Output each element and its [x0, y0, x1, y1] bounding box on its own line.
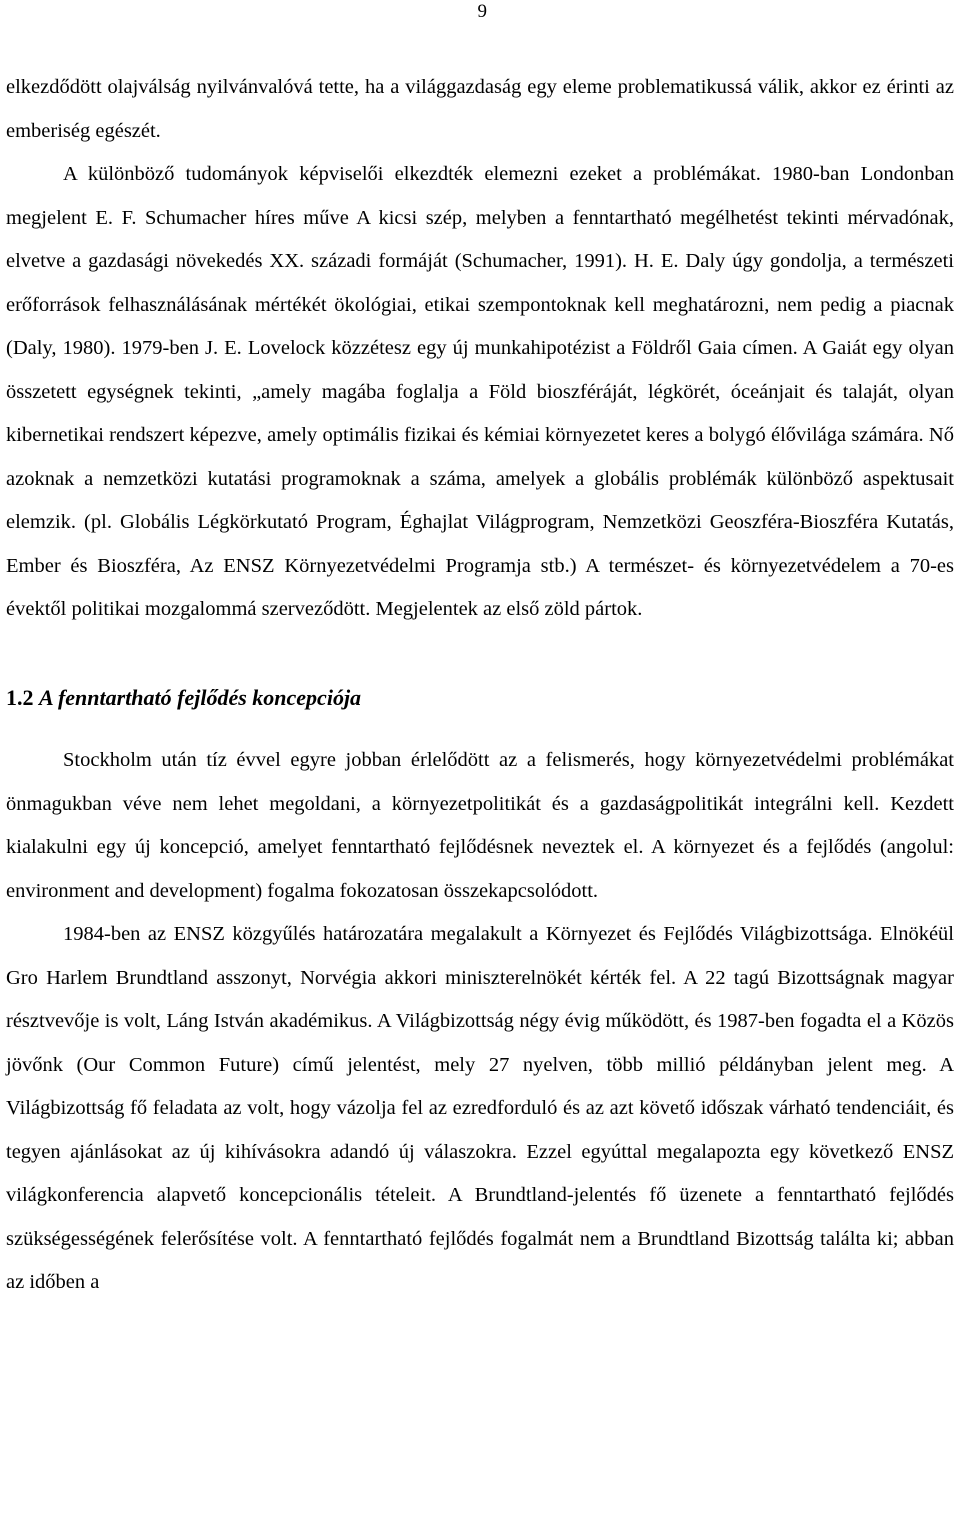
document-body: [6, 66, 954, 1305]
section-title: A fenntartható fejlődés koncepciója: [39, 684, 362, 710]
paragraph: 1984-ben az ENSZ közgyűlés határozatára megalakult a Környezet és Fejlődés Világbizottsága. Elnökéül Gro Harlem Brundtland asszonyt, Norvégia akkori miniszterelnökét kérték fel. A 22 tagú Bizottságnak magyar résztvevője is volt, Láng István akadémikus. A Világbizottság négy évig működött, és 1987-ben fogadta el a Közös jövőnk (Our Common Future) című jelentést, mely 27 nyelven, több millió példányban jelent meg. A Világbizottság fő feladata az volt, hogy vázolja fel az ezredforduló és az azt követő időszak várható tendenciáit, és tegyen ajánlásokat az új kihívásokra adandó új válaszokra. Ezzel egyúttal megalapozta egy következő ENSZ világkonferencia alapvető koncepcionális tételeit. A Brundtland-jelentés fő üzenete a fenntartható fejlődés szükségességének felerősítése volt. A fenntartható fejlődés fogalmát nem a Brundtland Bizottság találta ki; abban az időben a: [6, 923, 954, 1293]
section-number: 1.2: [6, 684, 34, 710]
paragraph: elkezdődött olajválság nyilvánvalóvá tette, ha a világgazdaság egy eleme problematikussá válik, akkor ez érinti az emberiség egészét.: [6, 76, 954, 142]
page-number: 9: [477, 1, 487, 22]
paragraph: A különböző tudományok képviselői elkezdték elemezni ezeket a problémákat. 1980-ban Londonban megjelent E. F. Schumacher híres műve A kicsi szép, melyben a fenntartható megélhetést tekinti mérvadónak, elvetve a gazdasági növekedés XX. századi formáját (Schumacher, 1991). H. E. Daly úgy gondolja, a természeti erőforrások felhasználásának mértékét ökológiai, etikai szempontoknak kell meghatározni, nem pedig a piacnak (Daly, 1980). 1979-ben J. E. Lovelock közzétesz egy új munkahipotézist a Földről Gaia címen. A Gaiát egy olyan összetett egységnek tekinti, „amely magába foglalja a Föld bioszféráját, légkörét, óceánjait és talaját, olyan kibernetikai rendszert képezve, amely optimális fizikai és kémiai környezetet keres a bolygó élővilága számára. Nő azoknak a nemzetközi kutatási programoknak a száma, amelyek a globális problémák különböző aspektusait elemzik. (pl. Globális Légkörkutató Program, Éghajlat Világprogram, Nemzetközi Geoszféra-Bioszféra Kutatás, Ember és Bioszféra, Az ENSZ Környezetvédelmi Programja stb.) A természet- és környezetvédelem a 70-es évektől politikai mozgalommá szerveződött. Megjelentek az első zöld pártok.: [6, 163, 954, 620]
paragraph: Stockholm után tíz évvel egyre jobban érlelődött az a felismerés, hogy környezetvédelmi problémákat önmagukban véve nem lehet megoldani, a környezetpolitikát és a gazdaságpolitikát integrálni kell. Kezdett kialakulni egy új koncepció, amelyet fenntartható fejlődésnek neveztek el. A környezet és a fejlődés (angolul: environment and development) fogalma fokozatosan összekapcsolódott.: [6, 749, 954, 902]
section-heading: [6, 676, 954, 720]
